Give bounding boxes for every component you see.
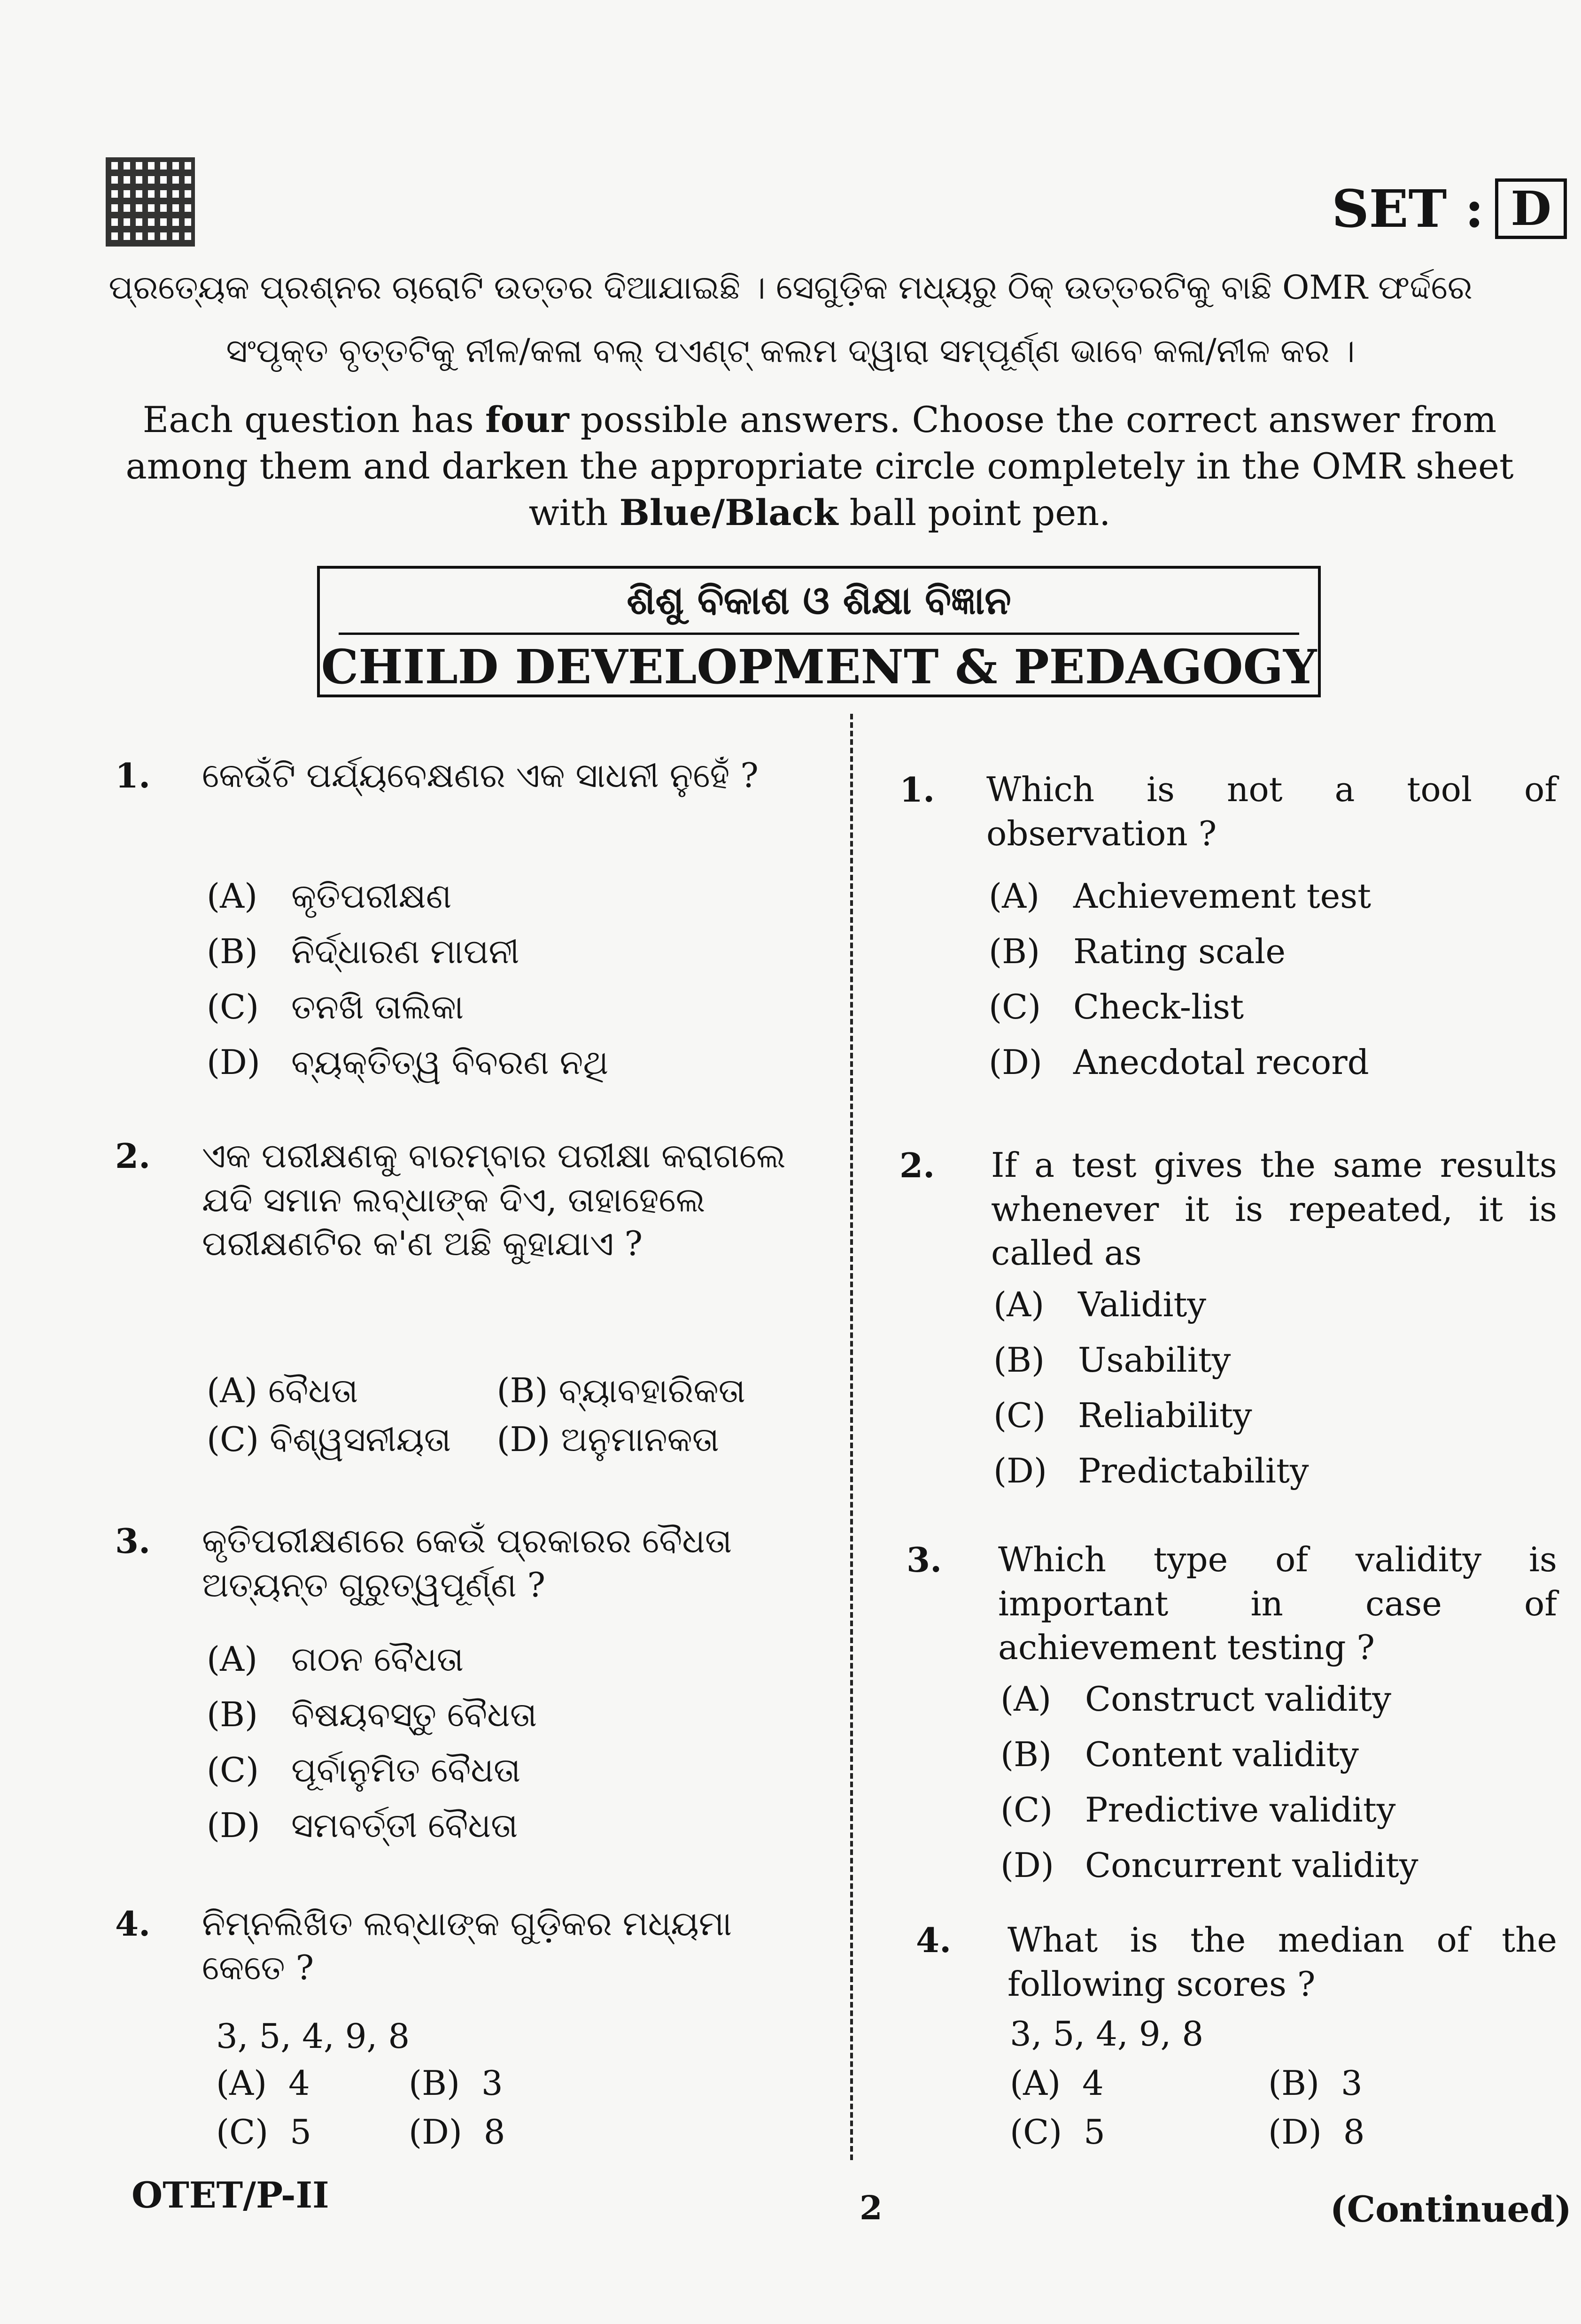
question-or-2: 2. ଏକ ପରୀକ୍ଷଣକୁ ବାରମ୍ବାର ପରୀକ୍ଷା କରାଗଲେ ଯଦି ସମାନ ଲବ୍ଧାଙ୍କ ଦିଏ, ତାହାହେଲେ ପରୀକ୍ଷଣଟିର କ'ଣ ଅଛି କୁହାଯାଏ ? (A) ବୈଧତା (B) ବ୍ୟାବହାରିକତା (C) ବିଶ୍ୱସନୀୟତା (D) ଅନୁମାନକତା [115, 1136, 786, 1459]
section-title-box [317, 566, 1321, 697]
footer-paper-code: OTET/P-II [132, 2174, 329, 2216]
section-title-english: CHILD DEVELOPMENT & PEDAGOGY [321, 639, 1317, 695]
set-value: D [1495, 178, 1567, 239]
question-or-3: 3. କୃତିପରୀକ୍ଷଣରେ କେଉଁ ପ୍ରକାରର ବୈଧତା ଅତ୍ୟନ୍ତ ଗୁରୁତ୍ୱପୂର୍ଣ୍ଣ ? (A) ଗଠନ ବୈଧତା (B) ବିଷୟବସ୍ତୁ ବୈଧତା (C) ପୂର୍ବାନୁମିତ ବୈଧତା (D) ସମବର୍ତ୍ତୀ ବୈଧତା [115, 1521, 732, 1845]
question-en-4: 4. What is the median of the following scores ? 3, 5, 4, 9, 8 (A) 4 (B) 3 (C) 5 (D) 8 [916, 1920, 1557, 2152]
column-divider [850, 714, 853, 2160]
question-or-4: 4. ନିମ୍ନଲିଖିତ ଲବ୍ଧାଙ୍କ ଗୁଡ଼ିକର ମଧ୍ୟମା କେତେ ? 3, 5, 4, 9, 8 (A) 4 (B) 3 (C) 5 (D) 8 [115, 1904, 732, 2152]
question-en-1: 1. Which is not a tool of observation ? (A) Achievement test (B) Rating scale (C) Check-list (D) Anecdotal record [899, 770, 1557, 1082]
question-en-3: 3. Which type of validity is important in case of achievement testing ? (A) Construct validity (B) Content validity (C) Predictive validity (D) Concurrent validity [907, 1540, 1557, 1885]
instruction-odia-line2: ସଂପୃକ୍ତ ବୃତ୍ତଟିକୁ ନୀଳ/କଳା ବଲ୍ ପଏଣ୍ଟ୍ କଲମ ଦ୍ୱାରା ସମ୍ପୂର୍ଣ୍ଣ ଭାବେ କଳା/ନୀଳ କର । [226, 332, 1355, 370]
instruction-odia-line1: ପ୍ରତ୍ୟେକ ପ୍ରଶ୍ନର ଚାରୋଟି ଉତ୍ତର ଦିଆଯାଇଛି । ସେଗୁଡ଼ିକ ମଧ୍ୟରୁ ଠିକ୍ ଉତ୍ତରଟିକୁ ବାଛି OMR ଫର୍ଦ୍ଦରେ [108, 268, 1472, 307]
footer-page-number: 2 [860, 2188, 883, 2227]
odia-column [115, 754, 787, 2162]
footer-continued: (Continued) [1330, 2188, 1572, 2230]
question-en-2: 2. If a test gives the same results whenever it is repeated, it is called as (A) Validity (B) Usability (C) Reliability (D) Predictability [899, 1145, 1557, 1491]
instruction-english: Each question has four possible answers. Choose the correct answer from among them and darken the appropriate circle completely in the OMR sheet with Blue/Black ball point pen. [125, 399, 1514, 533]
set-label: SET : [1332, 178, 1484, 239]
question-or-1: 1. କେଉଁଟି ପର୍ଯ୍ୟବେକ୍ଷଣର ଏକ ସାଧନୀ ନୁହେଁ ? (A) କୃତିପରୀକ୍ଷଣ (B) ନିର୍ଦ୍ଧାରଣ ମାପନୀ (C) ତନଖି ତାଲିକା (D) ବ୍ୟକ୍ତିତ୍ୱ ବିବରଣ ନଥି [115, 756, 759, 1082]
section-title-odia: ଶିଶୁ ବିକାଶ ଓ ଶିକ୍ଷା ବିଜ୍ଞାନ [627, 578, 1011, 623]
set-indicator [1332, 178, 1567, 239]
barcode-icon [106, 157, 195, 247]
english-column [899, 768, 1557, 2167]
